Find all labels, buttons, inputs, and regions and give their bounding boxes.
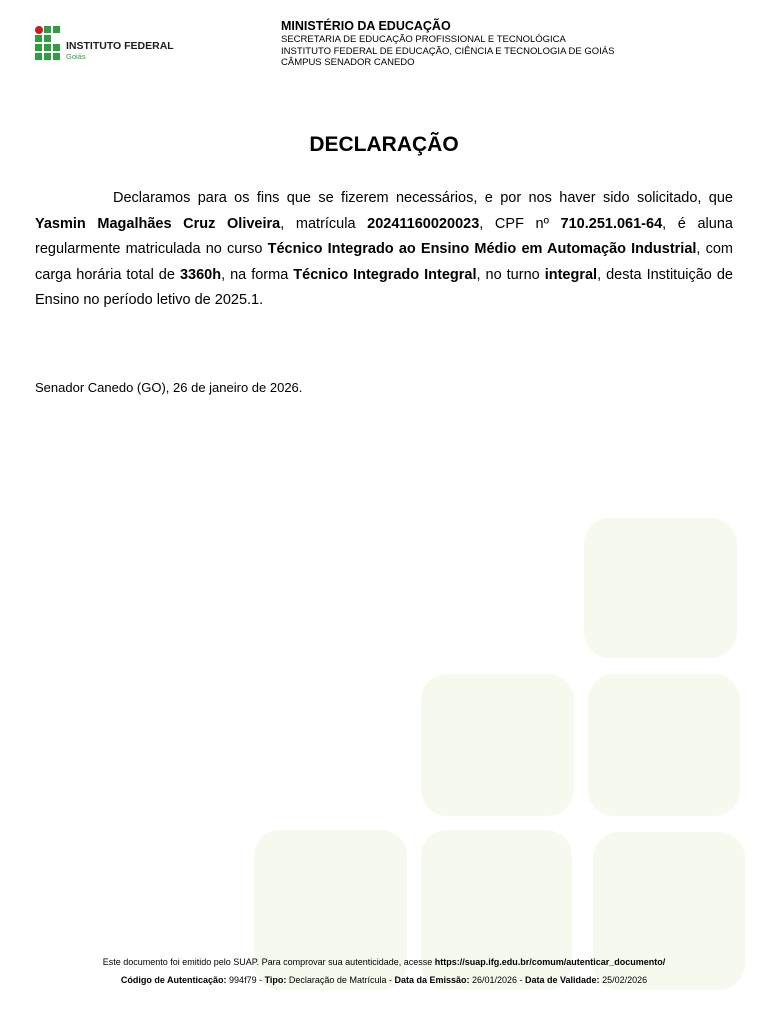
enrollment-number: 20241160020023: [367, 215, 480, 232]
body-text: , desta Instituição de Ensino no período letivo de 2025.1.: [35, 266, 733, 308]
logo-mark-icon: [35, 26, 59, 60]
authenticity-note: [0, 957, 768, 967]
student-name: Yasmin Magalhães Cruz Oliveira: [35, 215, 281, 232]
issue-date-value: 26/01/2026 -: [469, 975, 526, 985]
validity-date-value: 25/02/2026: [599, 975, 648, 985]
watermark-square: [588, 674, 740, 816]
logo-name: INSTITUTO FEDERAL: [66, 40, 174, 52]
body-text: , na forma: [221, 266, 294, 283]
place-and-date: Senador Canedo (GO), 26 de janeiro de 2026.: [35, 380, 303, 395]
course-hours: 3360h: [179, 266, 222, 283]
body-text: , CPF nº: [479, 215, 561, 232]
body-text: , matrícula: [280, 215, 368, 232]
document-metadata: [0, 975, 768, 985]
course-name: Técnico Integrado ao Ensino Médio em Automação Industrial: [267, 241, 697, 257]
document-title: DECLARAÇÃO: [309, 133, 459, 156]
declaration-body: [35, 186, 733, 314]
institute-logo: [35, 26, 185, 62]
body-text: , com carga horária total de: [35, 241, 734, 283]
institute-line: INSTITUTO FEDERAL DE EDUCAÇÃO, CIÊNCIA E TECNOLOGIA DE GOIÁS: [281, 45, 615, 57]
course-form: Técnico Integrado Integral: [293, 266, 477, 283]
validity-date-label: Data de Validade:: [525, 975, 600, 985]
type-value: Declaração de Matrícula -: [286, 975, 395, 985]
type-label: Tipo:: [264, 975, 287, 985]
footer-text: Este documento foi emitido pelo SUAP. Para comprovar sua autenticidade, acesse: [102, 957, 435, 967]
campus-line: CÂMPUS SENADOR CANEDO: [281, 57, 415, 68]
watermark-square: [421, 674, 574, 816]
body-text: Declaramos para os fins que se fizerem necessários, e por nos haver sido solicitado, que: [113, 190, 733, 206]
letterhead: [281, 19, 614, 69]
code-label: Código de Autenticação:: [120, 975, 227, 985]
authentication-link[interactable]: https://suap.ifg.edu.br/comum/autenticar_documento/: [434, 957, 666, 967]
cpf-number: 710.251.061-64: [560, 215, 663, 232]
code-value: 994f79 -: [226, 975, 265, 985]
body-text: , é aluna regularmente matriculada no curso: [35, 215, 733, 257]
issue-date-label: Data da Emissão:: [394, 975, 470, 985]
watermark-square: [584, 518, 737, 658]
body-text: , no turno: [476, 266, 545, 283]
logo-subtitle: Goiás: [66, 52, 86, 61]
course-shift: integral: [544, 266, 598, 283]
secretariat-line: SECRETARIA DE EDUCAÇÃO PROFISSIONAL E TECNOLÓGICA: [281, 34, 566, 45]
ministry-title: MINISTÉRIO DA EDUCAÇÃO: [281, 19, 451, 33]
